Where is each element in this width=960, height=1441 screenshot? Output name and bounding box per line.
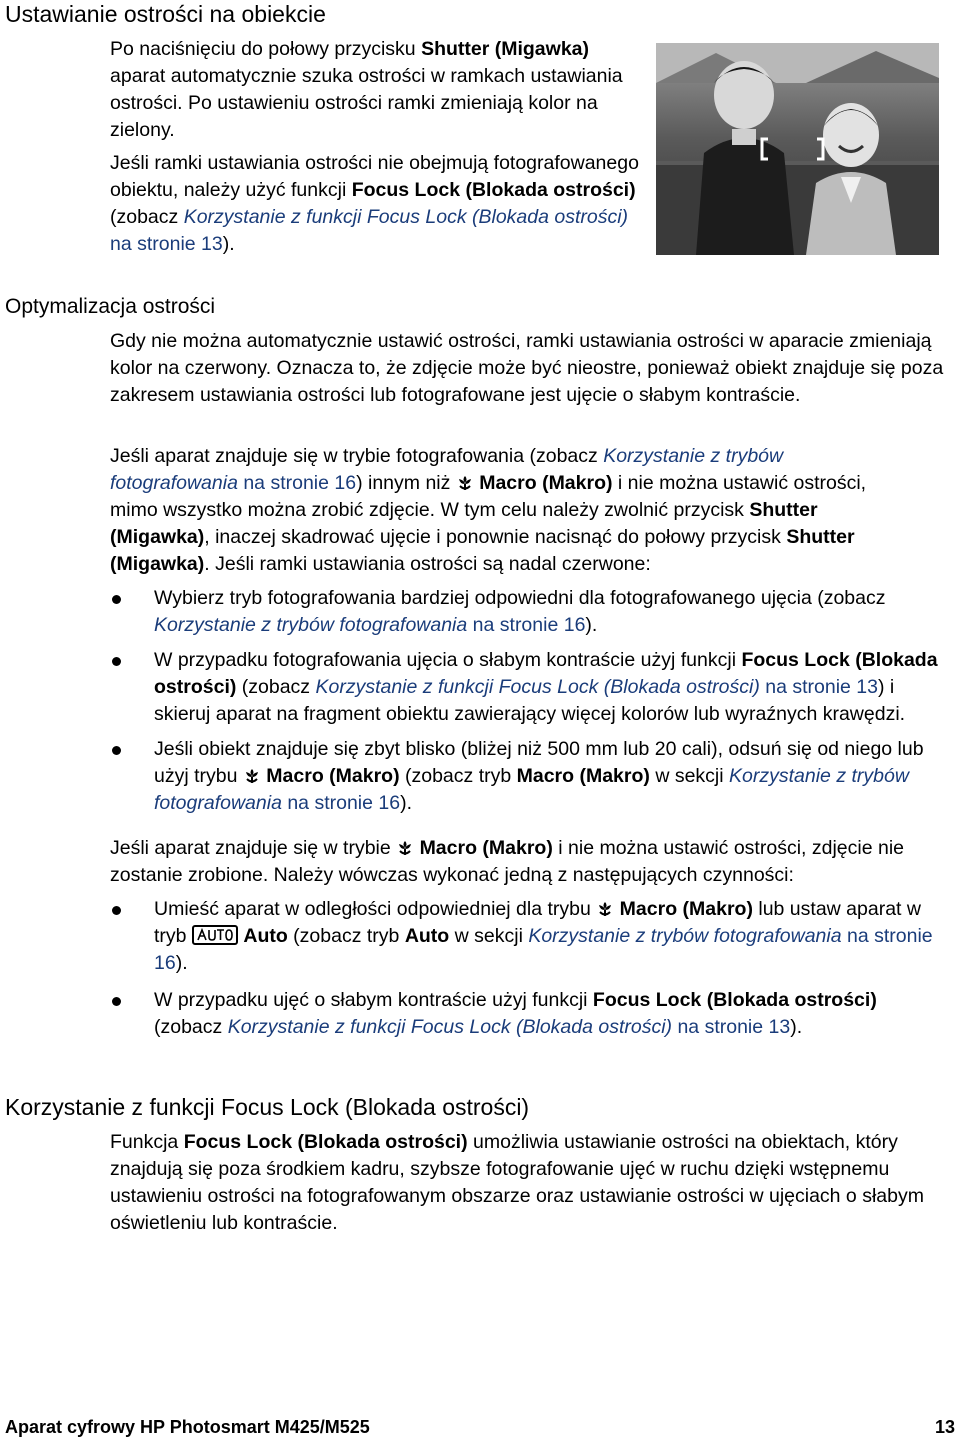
text: , inaczej skadrować ujęcie i ponownie nacisnąć do połowy przycisk [204, 526, 787, 548]
text: ) i skieruj aparat na fragment obiektu zawierający więcej kolorów lub wyraźnych krawędzi. [154, 676, 906, 725]
text: Jeśli aparat znajduje się w trybie fotografowania (zobacz [110, 445, 604, 467]
feature-name: Focus Lock (Blokada ostrości) [592, 989, 877, 1011]
macro-flower-icon [456, 474, 474, 492]
text: (zobacz tryb [287, 925, 405, 947]
text: ). [585, 614, 598, 636]
feature-name: Focus Lock (Blokada ostrości) [183, 1131, 468, 1153]
text: umożliwia ustawianie ostrości na obiektach, który znajdują się poza środkiem kadru, szybsze fotografowanie ujęć w ruchu dzięki wstępnemu ustawieniu ostrości na fotografowanym obszarze oraz ustawianie ostrości w ujęciach o słabym oświetleniu lub kontraście. [110, 1131, 924, 1234]
list-item [110, 585, 945, 639]
paragraph-red-frames: Gdy nie można automatycznie ustawić ostrości, ramki ustawiania ostrości w aparacie zmieniają kolor na czerwony. Oznacza to, że zdjęcie może być nieostre, ponieważ obiekt znajduje się poza zakresem ustawiania ostrości lub fotografowane jest ujęcie o słabym kontraście. [110, 330, 944, 406]
text: w sekcji [649, 765, 730, 787]
text: i nie można ustawić ostrości, zdjęcie nie zostanie zrobione. Należy wówczas wykonać jedną z następujących czynności: [110, 837, 904, 886]
feature-name: Focus Lock (Blokada ostrości) [154, 649, 938, 698]
photo-two-boys [656, 43, 939, 255]
text: Umieść aparat w odległości odpowiedniej dla trybu [154, 898, 597, 920]
text: ). [400, 792, 413, 814]
mode-name: Auto [404, 925, 450, 947]
macro-flower-icon [596, 900, 614, 918]
bullet-list-macro [110, 896, 945, 1049]
list-item [110, 987, 945, 1041]
text: ) innym niż [356, 472, 456, 494]
link-focus-lock[interactable]: Korzystanie z funkcji Focus Lock (Blokada ostrości) na stronie 13 [315, 676, 878, 698]
bullet-icon [112, 997, 121, 1006]
bullet-icon [112, 906, 121, 915]
text: W przypadku fotografowania ujęcia o słabym kontraście użyj funkcji [154, 649, 742, 671]
text: Wybierz tryb fotografowania bardziej odpowiedni dla fotografowanego ujęcia (zobacz [154, 587, 886, 609]
text: i nie można ustawić ostrości, mimo wszystko można zrobić zdjęcie. W tym celu należy zwolnić przycisk [110, 472, 867, 521]
link-shooting-modes[interactable]: Korzystanie z trybów fotografowania na stronie 16 [154, 765, 909, 814]
link-shooting-modes[interactable]: Korzystanie z trybów fotografowania na stronie 16 [154, 925, 933, 974]
text: Funkcja [110, 1131, 184, 1153]
list-item [110, 647, 945, 728]
text: aparat automatycznie szuka ostrości w ramkach ustawiania ostrości. Po ustawieniu ostrości ramki zmieniają kolor na zielony. [110, 65, 623, 141]
text: Jeśli obiekt znajduje się zbyt blisko (bliżej niż 500 mm lub 20 cali), odsuń się od niego lub użyj trybu [154, 738, 924, 787]
text: Jeśli ramki ustawiania ostrości nie obejmują fotografowanego obiektu, należy użyć funkcji [110, 152, 639, 201]
button-name: Shutter (Migawka) [421, 38, 590, 60]
paragraph-shooting-mode [110, 443, 910, 578]
auto-mode-icon [192, 925, 238, 945]
mode-name: Macro (Makro) [419, 837, 553, 859]
text: (zobacz [110, 206, 184, 228]
bullet-icon [112, 657, 121, 666]
link-shooting-modes[interactable]: Korzystanie z trybów fotografowania na stronie 16 [154, 614, 586, 636]
text: ). [175, 952, 188, 974]
paragraph-macro-mode [110, 835, 960, 889]
section-title-optimize: Optymalizacja ostrości [5, 295, 216, 318]
button-name: Shutter (Migawka) [110, 526, 855, 575]
macro-flower-icon [243, 767, 261, 785]
link-focus-lock[interactable]: Korzystanie z funkcji Focus Lock (Blokada ostrości) na stronie 13 [110, 206, 629, 255]
feature-name: Focus Lock (Blokada ostrości) [351, 179, 636, 201]
text: Jeśli aparat znajduje się w trybie [110, 837, 397, 859]
text: Po naciśnięciu do połowy przycisku [110, 38, 422, 60]
bullet-list-red-frames [110, 585, 945, 825]
text: (zobacz [236, 676, 316, 698]
mode-name: Macro (Makro) [619, 898, 753, 920]
mode-name: Macro (Makro) [479, 472, 613, 494]
text: ). [222, 233, 235, 255]
paragraph-focus-intro [110, 36, 645, 144]
text: ). [790, 1016, 803, 1038]
text: (zobacz [154, 1016, 228, 1038]
list-item [110, 896, 945, 977]
link-focus-lock[interactable]: Korzystanie z funkcji Focus Lock (Blokada ostrości) na stronie 13 [227, 1016, 791, 1038]
text: . Jeśli ramki ustawiania ostrości są nadal czerwone: [204, 553, 651, 575]
mode-name: Auto [243, 925, 288, 947]
bullet-icon [112, 595, 121, 604]
paragraph-focus-lock [110, 1129, 955, 1237]
macro-flower-icon [396, 839, 414, 857]
list-item [110, 736, 945, 817]
section-title-focus-lock: Korzystanie z funkcji Focus Lock (Blokada ostrości) [5, 1094, 530, 1120]
button-name: Shutter (Migawka) [110, 499, 818, 548]
bullet-icon [112, 746, 121, 755]
text: w sekcji [449, 925, 529, 947]
text: lub ustaw aparat w tryb [154, 898, 921, 947]
mode-name: Macro (Makro) [516, 765, 650, 787]
paragraph-focus-lock-hint [110, 150, 650, 258]
text: W przypadku ujęć o słabym kontraście użyj funkcji [154, 989, 593, 1011]
link-shooting-modes[interactable]: Korzystanie z trybów fotografowania na stronie 16 [110, 445, 784, 494]
mode-name: Macro (Makro) [266, 765, 400, 787]
footer-title: Aparat cyfrowy HP Photosmart M425/M525 [5, 1417, 370, 1437]
page-number: 13 [934, 1417, 955, 1437]
text: (zobacz tryb [399, 765, 517, 787]
section-title-focus: Ustawianie ostrości na obiekcie [5, 1, 326, 27]
